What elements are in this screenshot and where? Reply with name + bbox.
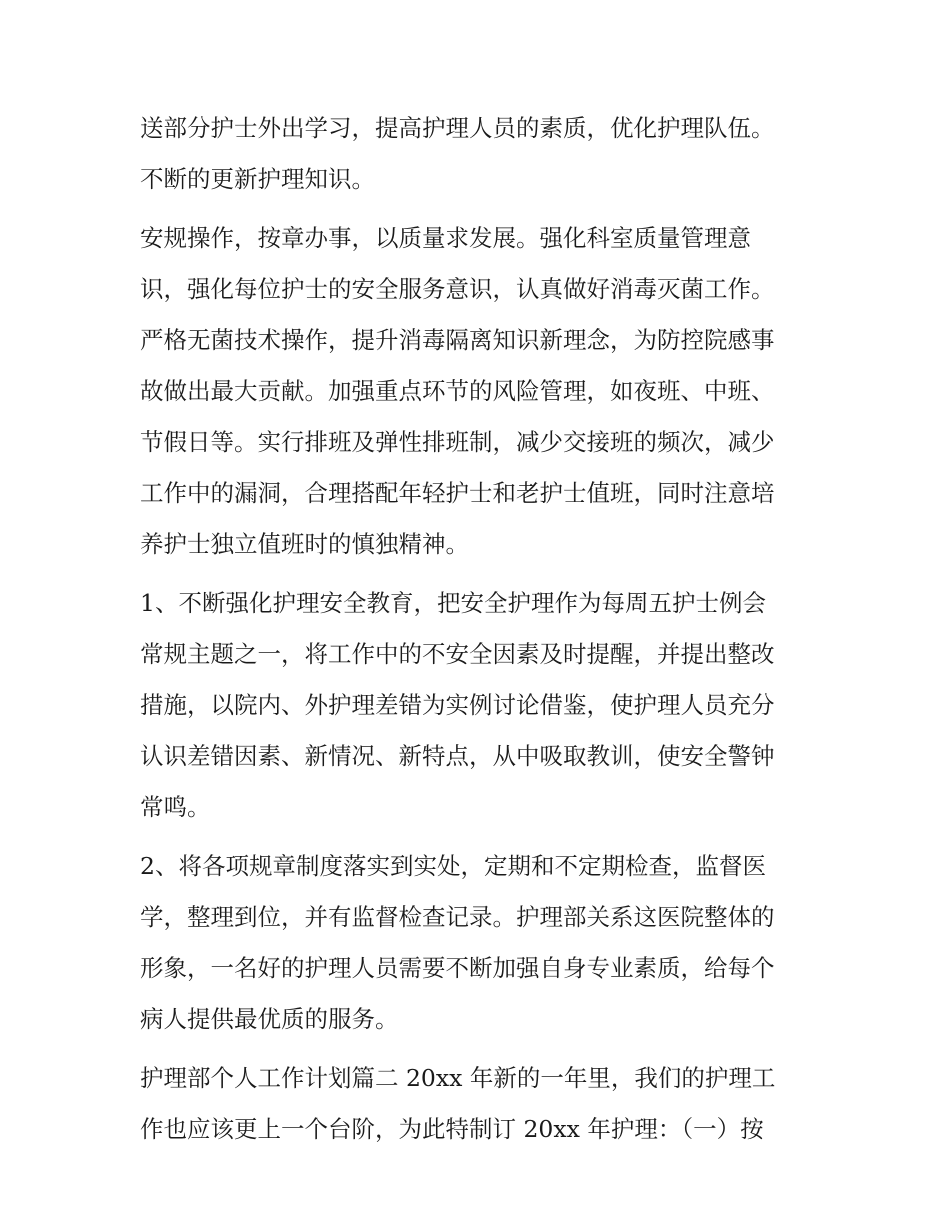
text-line: 常规主题之一，将工作中的不安全因素及时提醒，并提出整改 bbox=[140, 640, 775, 668]
text-line: 形象，一名好的护理人员需要不断加强自身专业素质，给每个 bbox=[140, 954, 775, 982]
text-line: 1、不断强化护理安全教育，把安全护理作为每周五护士例会 bbox=[140, 589, 766, 617]
text-line: 措施，以院内、外护理差错为实例讨论借鉴，使护理人员充分 bbox=[140, 691, 775, 719]
text-line: 作也应该更上一个台阶，为此特制订 20xx 年护理：（一）按 bbox=[140, 1115, 764, 1143]
text-line: 识，强化每位护士的安全服务意识，认真做好消毒灭菌工作。 bbox=[140, 275, 775, 303]
text-line: 病人提供最优质的服务。 bbox=[140, 1005, 399, 1033]
text-line: 学，整理到位，并有监督检查记录。护理部关系这医院整体的 bbox=[140, 903, 775, 931]
text-line: 养护士独立值班时的慎独精神。 bbox=[140, 530, 469, 558]
text-line: 故做出最大贡献。加强重点环节的风险管理，如夜班、中班、 bbox=[140, 377, 775, 405]
document-body bbox=[140, 103, 830, 1155]
text-line: 节假日等。实行排班及弹性排班制，减少交接班的频次，减少 bbox=[140, 428, 775, 456]
text-line: 护理部个人工作计划篇二 20xx 年新的一年里，我们的护理工 bbox=[140, 1064, 776, 1092]
text-line: 常鸣。 bbox=[140, 793, 211, 821]
text-line: 安规操作，按章办事，以质量求发展。强化科室质量管理意 bbox=[140, 224, 751, 252]
text-line: 工作中的漏洞，合理搭配年轻护士和老护士值班，同时注意培 bbox=[140, 479, 775, 507]
text-line: 认识差错因素、新情况、新特点，从中吸取教训，使安全警钟 bbox=[140, 742, 775, 770]
text-line: 2、将各项规章制度落实到实处，定期和不定期检查，监督医 bbox=[140, 852, 766, 880]
text-line: 不断的更新护理知识。 bbox=[140, 165, 375, 193]
text-line: 送部分护士外出学习，提高护理人员的素质，优化护理队伍。 bbox=[140, 114, 775, 142]
text-line: 严格无菌技术操作，提升消毒隔离知识新理念，为防控院感事 bbox=[140, 326, 775, 354]
